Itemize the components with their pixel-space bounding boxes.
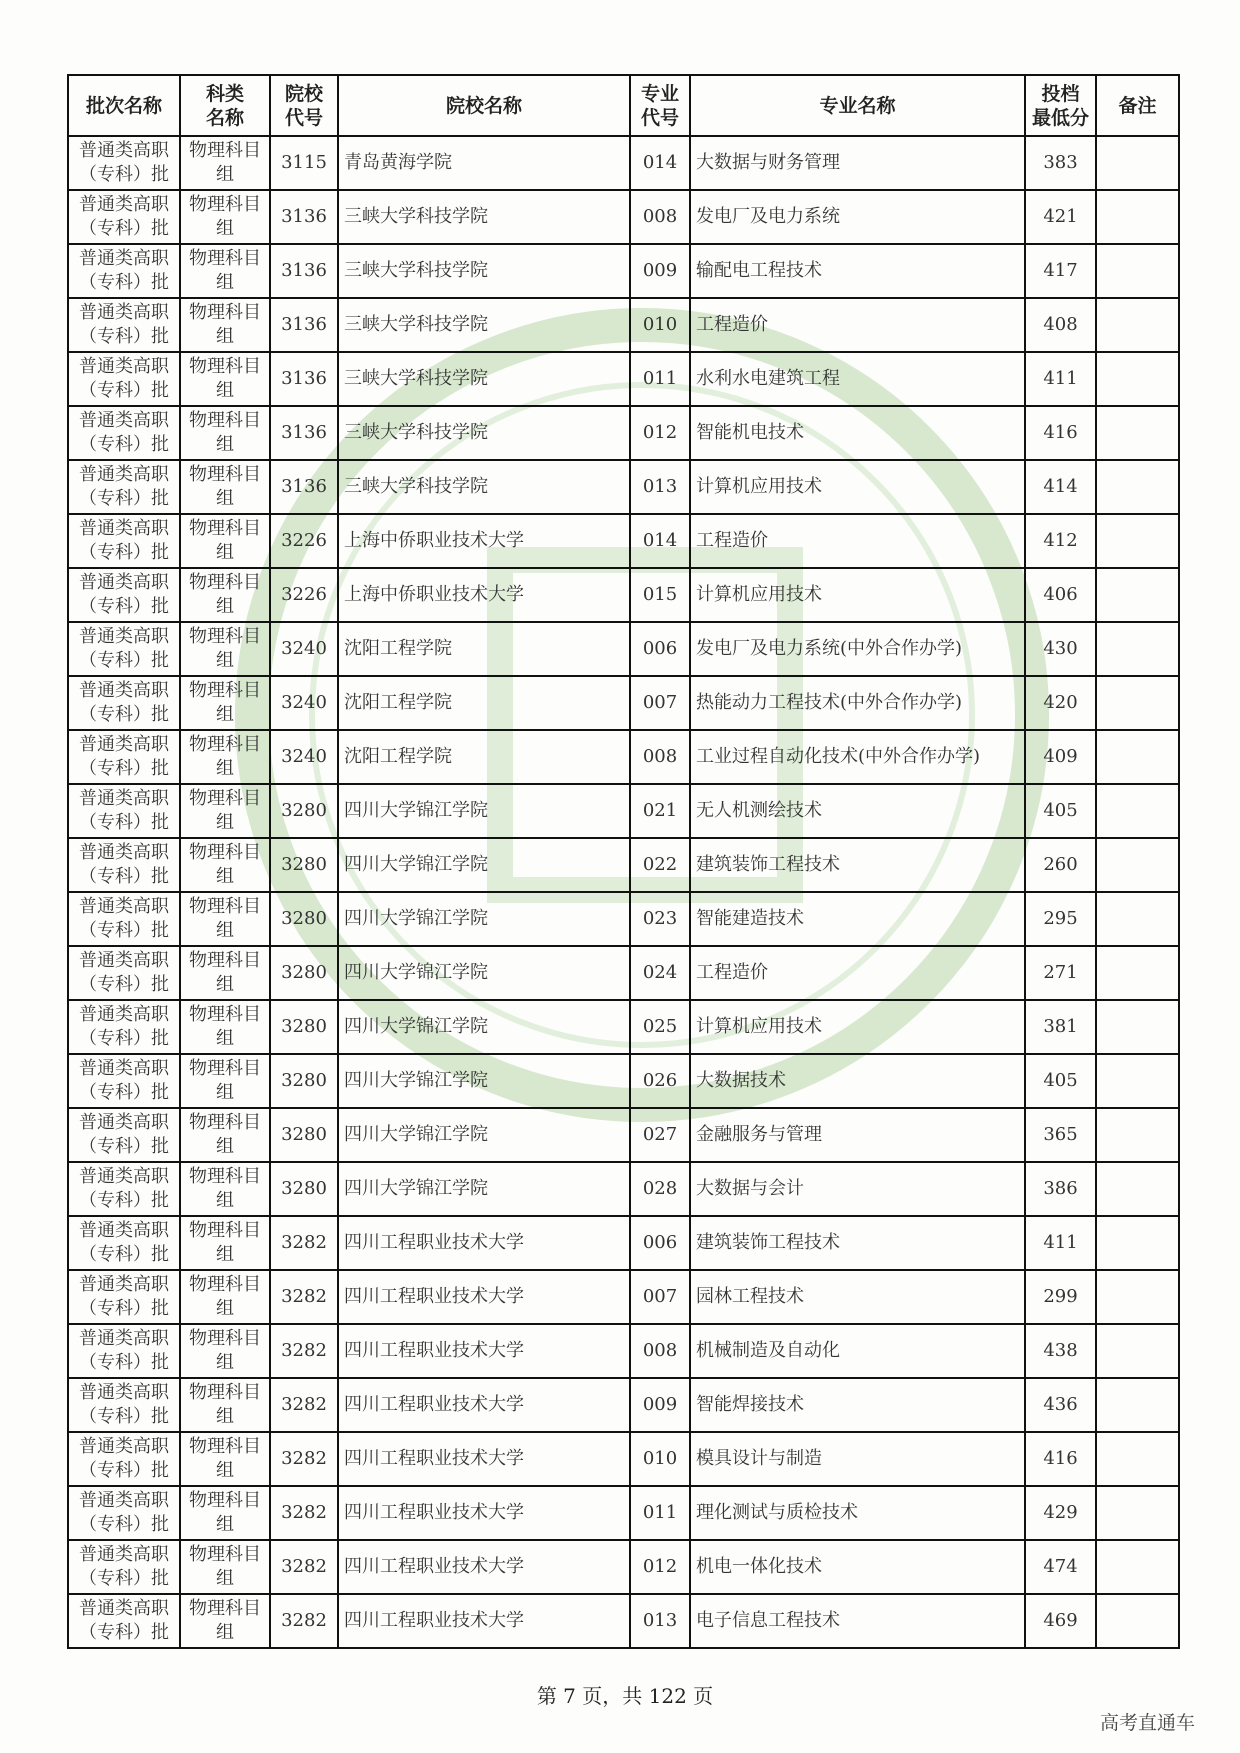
school-code-cell: 3282 [270,1594,338,1648]
school-name-cell: 四川大学锦江学院 [338,1162,630,1216]
batch-cell: 普通类高职（专科）批 [68,1594,180,1648]
table-row [68,352,1179,406]
major-name-cell: 工程造价 [690,298,1025,352]
major-code-cell: 009 [630,1378,690,1432]
major-name-cell: 模具设计与制造 [690,1432,1025,1486]
batch-cell: 普通类高职（专科）批 [68,676,180,730]
remarks-cell [1096,1216,1179,1270]
major-code-cell: 007 [630,1270,690,1324]
school-name-cell: 沈阳工程学院 [338,622,630,676]
school-name-cell: 沈阳工程学院 [338,730,630,784]
major-code-cell: 026 [630,1054,690,1108]
min-score-cell: 436 [1025,1378,1096,1432]
major-code-cell: 008 [630,730,690,784]
min-score-cell: 438 [1025,1324,1096,1378]
school-code-cell: 3282 [270,1216,338,1270]
batch-cell: 普通类高职（专科）批 [68,1216,180,1270]
major-code-cell: 024 [630,946,690,1000]
school-name-cell: 四川大学锦江学院 [338,838,630,892]
school-code-cell: 3240 [270,622,338,676]
major-name-cell: 水利水电建筑工程 [690,352,1025,406]
school-code-cell: 3280 [270,892,338,946]
major-name-cell: 工业过程自动化技术(中外合作办学) [690,730,1025,784]
school-code-cell: 3136 [270,298,338,352]
min-score-cell: 383 [1025,136,1096,190]
remarks-cell [1096,1432,1179,1486]
major-name-cell: 无人机测绘技术 [690,784,1025,838]
min-score-cell: 430 [1025,622,1096,676]
table-row [68,838,1179,892]
batch-cell: 普通类高职（专科）批 [68,244,180,298]
school-code-cell: 3115 [270,136,338,190]
major-code-cell: 006 [630,622,690,676]
min-score-cell: 405 [1025,1054,1096,1108]
school-code-cell: 3136 [270,244,338,298]
min-score-cell: 416 [1025,1432,1096,1486]
remarks-cell [1096,1162,1179,1216]
category-cell: 物理科目组 [180,406,270,460]
school-name-cell: 三峡大学科技学院 [338,244,630,298]
major-code-cell: 028 [630,1162,690,1216]
batch-cell: 普通类高职（专科）批 [68,406,180,460]
table-row [68,136,1179,190]
category-cell: 物理科目组 [180,946,270,1000]
category-cell: 物理科目组 [180,1108,270,1162]
header-category: 科类 名称 [180,75,270,136]
major-name-cell: 计算机应用技术 [690,568,1025,622]
remarks-cell [1096,1594,1179,1648]
table-row [68,1486,1179,1540]
major-name-cell: 建筑装饰工程技术 [690,838,1025,892]
school-code-cell: 3280 [270,784,338,838]
table-row [68,730,1179,784]
major-name-cell: 机电一体化技术 [690,1540,1025,1594]
remarks-cell [1096,1486,1179,1540]
header-batch: 批次名称 [68,75,180,136]
batch-cell: 普通类高职（专科）批 [68,460,180,514]
header-school-name: 院校名称 [338,75,630,136]
school-code-cell: 3136 [270,460,338,514]
category-cell: 物理科目组 [180,460,270,514]
remarks-cell [1096,1324,1179,1378]
remarks-cell [1096,676,1179,730]
min-score-cell: 411 [1025,352,1096,406]
school-code-cell: 3280 [270,1000,338,1054]
min-score-cell: 420 [1025,676,1096,730]
batch-cell: 普通类高职（专科）批 [68,784,180,838]
category-cell: 物理科目组 [180,1324,270,1378]
major-code-cell: 013 [630,460,690,514]
major-name-cell: 智能焊接技术 [690,1378,1025,1432]
school-code-cell: 3226 [270,514,338,568]
school-code-cell: 3282 [270,1486,338,1540]
major-name-cell: 机械制造及自动化 [690,1324,1025,1378]
remarks-cell [1096,784,1179,838]
category-cell: 物理科目组 [180,568,270,622]
remarks-cell [1096,298,1179,352]
school-name-cell: 四川工程职业技术大学 [338,1540,630,1594]
remarks-cell [1096,190,1179,244]
category-cell: 物理科目组 [180,1594,270,1648]
batch-cell: 普通类高职（专科）批 [68,1378,180,1432]
school-code-cell: 3240 [270,676,338,730]
school-code-cell: 3280 [270,946,338,1000]
table-row [68,298,1179,352]
category-cell: 物理科目组 [180,1054,270,1108]
category-cell: 物理科目组 [180,1432,270,1486]
min-score-cell: 429 [1025,1486,1096,1540]
major-name-cell: 建筑装饰工程技术 [690,1216,1025,1270]
major-code-cell: 006 [630,1216,690,1270]
remarks-cell [1096,946,1179,1000]
category-cell: 物理科目组 [180,838,270,892]
school-name-cell: 四川大学锦江学院 [338,1108,630,1162]
school-code-cell: 3136 [270,406,338,460]
major-code-cell: 010 [630,1432,690,1486]
table-row [68,460,1179,514]
batch-cell: 普通类高职（专科）批 [68,1108,180,1162]
major-code-cell: 007 [630,676,690,730]
remarks-cell [1096,838,1179,892]
category-cell: 物理科目组 [180,352,270,406]
remarks-cell [1096,1000,1179,1054]
major-code-cell: 012 [630,406,690,460]
table-row [68,1270,1179,1324]
category-cell: 物理科目组 [180,622,270,676]
major-name-cell: 发电厂及电力系统 [690,190,1025,244]
major-code-cell: 011 [630,1486,690,1540]
school-name-cell: 三峡大学科技学院 [338,460,630,514]
batch-cell: 普通类高职（专科）批 [68,1540,180,1594]
category-cell: 物理科目组 [180,1000,270,1054]
batch-cell: 普通类高职（专科）批 [68,352,180,406]
header-remarks: 备注 [1096,75,1179,136]
major-name-cell: 大数据技术 [690,1054,1025,1108]
school-name-cell: 三峡大学科技学院 [338,352,630,406]
remarks-cell [1096,1378,1179,1432]
min-score-cell: 474 [1025,1540,1096,1594]
category-cell: 物理科目组 [180,1162,270,1216]
batch-cell: 普通类高职（专科）批 [68,190,180,244]
batch-cell: 普通类高职（专科）批 [68,298,180,352]
major-code-cell: 013 [630,1594,690,1648]
school-code-cell: 3282 [270,1540,338,1594]
batch-cell: 普通类高职（专科）批 [68,622,180,676]
table-row [68,676,1179,730]
category-cell: 物理科目组 [180,298,270,352]
batch-cell: 普通类高职（专科）批 [68,730,180,784]
min-score-cell: 365 [1025,1108,1096,1162]
category-cell: 物理科目组 [180,784,270,838]
major-name-cell: 园林工程技术 [690,1270,1025,1324]
min-score-cell: 260 [1025,838,1096,892]
school-name-cell: 上海中侨职业技术大学 [338,568,630,622]
school-code-cell: 3136 [270,352,338,406]
school-name-cell: 上海中侨职业技术大学 [338,514,630,568]
remarks-cell [1096,352,1179,406]
batch-cell: 普通类高职（专科）批 [68,1000,180,1054]
school-name-cell: 四川工程职业技术大学 [338,1378,630,1432]
remarks-cell [1096,1108,1179,1162]
major-name-cell: 电子信息工程技术 [690,1594,1025,1648]
major-code-cell: 012 [630,1540,690,1594]
batch-cell: 普通类高职（专科）批 [68,568,180,622]
remarks-cell [1096,892,1179,946]
school-name-cell: 沈阳工程学院 [338,676,630,730]
batch-cell: 普通类高职（专科）批 [68,136,180,190]
major-code-cell: 023 [630,892,690,946]
category-cell: 物理科目组 [180,1270,270,1324]
major-code-cell: 014 [630,514,690,568]
remarks-cell [1096,1270,1179,1324]
school-code-cell: 3240 [270,730,338,784]
table-row [68,1054,1179,1108]
min-score-cell: 381 [1025,1000,1096,1054]
table-row [68,568,1179,622]
school-name-cell: 四川工程职业技术大学 [338,1486,630,1540]
table-row [68,1594,1179,1648]
major-name-cell: 工程造价 [690,514,1025,568]
min-score-cell: 421 [1025,190,1096,244]
brand-label: 高考直通车 [1100,1712,1196,1734]
major-name-cell: 理化测试与质检技术 [690,1486,1025,1540]
remarks-cell [1096,136,1179,190]
min-score-cell: 412 [1025,514,1096,568]
min-score-cell: 271 [1025,946,1096,1000]
category-cell: 物理科目组 [180,1216,270,1270]
category-cell: 物理科目组 [180,892,270,946]
header-school-code: 院校 代号 [270,75,338,136]
category-cell: 物理科目组 [180,1378,270,1432]
school-code-cell: 3282 [270,1378,338,1432]
min-score-cell: 299 [1025,1270,1096,1324]
category-cell: 物理科目组 [180,244,270,298]
min-score-cell: 406 [1025,568,1096,622]
major-code-cell: 027 [630,1108,690,1162]
table-row [68,244,1179,298]
major-code-cell: 010 [630,298,690,352]
school-name-cell: 三峡大学科技学院 [338,406,630,460]
min-score-cell: 386 [1025,1162,1096,1216]
min-score-cell: 469 [1025,1594,1096,1648]
school-name-cell: 四川大学锦江学院 [338,946,630,1000]
school-name-cell: 四川工程职业技术大学 [338,1270,630,1324]
table-row [68,946,1179,1000]
batch-cell: 普通类高职（专科）批 [68,1432,180,1486]
table-row [68,1324,1179,1378]
school-code-cell: 3282 [270,1324,338,1378]
admission-score-table [67,74,1180,1649]
table-row [68,514,1179,568]
batch-cell: 普通类高职（专科）批 [68,1162,180,1216]
table-row [68,622,1179,676]
school-name-cell: 四川工程职业技术大学 [338,1216,630,1270]
remarks-cell [1096,1054,1179,1108]
min-score-cell: 295 [1025,892,1096,946]
category-cell: 物理科目组 [180,1540,270,1594]
major-name-cell: 金融服务与管理 [690,1108,1025,1162]
category-cell: 物理科目组 [180,514,270,568]
table-row [68,1162,1179,1216]
header-major-code: 专业 代号 [630,75,690,136]
major-code-cell: 015 [630,568,690,622]
header-min-score: 投档 最低分 [1025,75,1096,136]
min-score-cell: 409 [1025,730,1096,784]
major-name-cell: 工程造价 [690,946,1025,1000]
remarks-cell [1096,730,1179,784]
school-code-cell: 3282 [270,1270,338,1324]
batch-cell: 普通类高职（专科）批 [68,946,180,1000]
batch-cell: 普通类高职（专科）批 [68,838,180,892]
school-code-cell: 3282 [270,1432,338,1486]
remarks-cell [1096,244,1179,298]
remarks-cell [1096,406,1179,460]
school-name-cell: 三峡大学科技学院 [338,298,630,352]
min-score-cell: 408 [1025,298,1096,352]
major-name-cell: 发电厂及电力系统(中外合作办学) [690,622,1025,676]
major-code-cell: 009 [630,244,690,298]
min-score-cell: 405 [1025,784,1096,838]
major-name-cell: 智能机电技术 [690,406,1025,460]
batch-cell: 普通类高职（专科）批 [68,1486,180,1540]
min-score-cell: 416 [1025,406,1096,460]
major-name-cell: 计算机应用技术 [690,1000,1025,1054]
major-name-cell: 大数据与会计 [690,1162,1025,1216]
remarks-cell [1096,514,1179,568]
batch-cell: 普通类高职（专科）批 [68,514,180,568]
school-name-cell: 四川大学锦江学院 [338,1054,630,1108]
major-code-cell: 008 [630,1324,690,1378]
major-name-cell: 热能动力工程技术(中外合作办学) [690,676,1025,730]
major-code-cell: 022 [630,838,690,892]
batch-cell: 普通类高职（专科）批 [68,1324,180,1378]
school-code-cell: 3280 [270,1054,338,1108]
table-row [68,190,1179,244]
major-code-cell: 021 [630,784,690,838]
batch-cell: 普通类高职（专科）批 [68,1270,180,1324]
major-name-cell: 大数据与财务管理 [690,136,1025,190]
remarks-cell [1096,622,1179,676]
major-code-cell: 025 [630,1000,690,1054]
school-code-cell: 3280 [270,1162,338,1216]
remarks-cell [1096,460,1179,514]
category-cell: 物理科目组 [180,730,270,784]
table-row [68,1432,1179,1486]
min-score-cell: 414 [1025,460,1096,514]
table-row [68,1378,1179,1432]
major-code-cell: 014 [630,136,690,190]
batch-cell: 普通类高职（专科）批 [68,1054,180,1108]
school-code-cell: 3280 [270,838,338,892]
min-score-cell: 411 [1025,1216,1096,1270]
table-row [68,892,1179,946]
table-header-row [68,75,1179,136]
table-row [68,1216,1179,1270]
school-code-cell: 3280 [270,1108,338,1162]
major-code-cell: 011 [630,352,690,406]
major-code-cell: 008 [630,190,690,244]
category-cell: 物理科目组 [180,136,270,190]
major-name-cell: 计算机应用技术 [690,460,1025,514]
school-name-cell: 四川工程职业技术大学 [338,1324,630,1378]
table-row [68,406,1179,460]
school-name-cell: 四川工程职业技术大学 [338,1594,630,1648]
remarks-cell [1096,1540,1179,1594]
school-code-cell: 3226 [270,568,338,622]
table-row [68,1108,1179,1162]
min-score-cell: 417 [1025,244,1096,298]
batch-cell: 普通类高职（专科）批 [68,892,180,946]
school-name-cell: 青岛黄海学院 [338,136,630,190]
remarks-cell [1096,568,1179,622]
table-row [68,1540,1179,1594]
table-row [68,784,1179,838]
school-code-cell: 3136 [270,190,338,244]
category-cell: 物理科目组 [180,1486,270,1540]
header-major-name: 专业名称 [690,75,1025,136]
school-name-cell: 三峡大学科技学院 [338,190,630,244]
school-name-cell: 四川大学锦江学院 [338,784,630,838]
school-name-cell: 四川大学锦江学院 [338,892,630,946]
category-cell: 物理科目组 [180,190,270,244]
major-name-cell: 输配电工程技术 [690,244,1025,298]
category-cell: 物理科目组 [180,676,270,730]
major-name-cell: 智能建造技术 [690,892,1025,946]
school-name-cell: 四川工程职业技术大学 [338,1432,630,1486]
table-row [68,1000,1179,1054]
school-name-cell: 四川大学锦江学院 [338,1000,630,1054]
page-number: 第 7 页，共 122 页 [536,1684,714,1708]
